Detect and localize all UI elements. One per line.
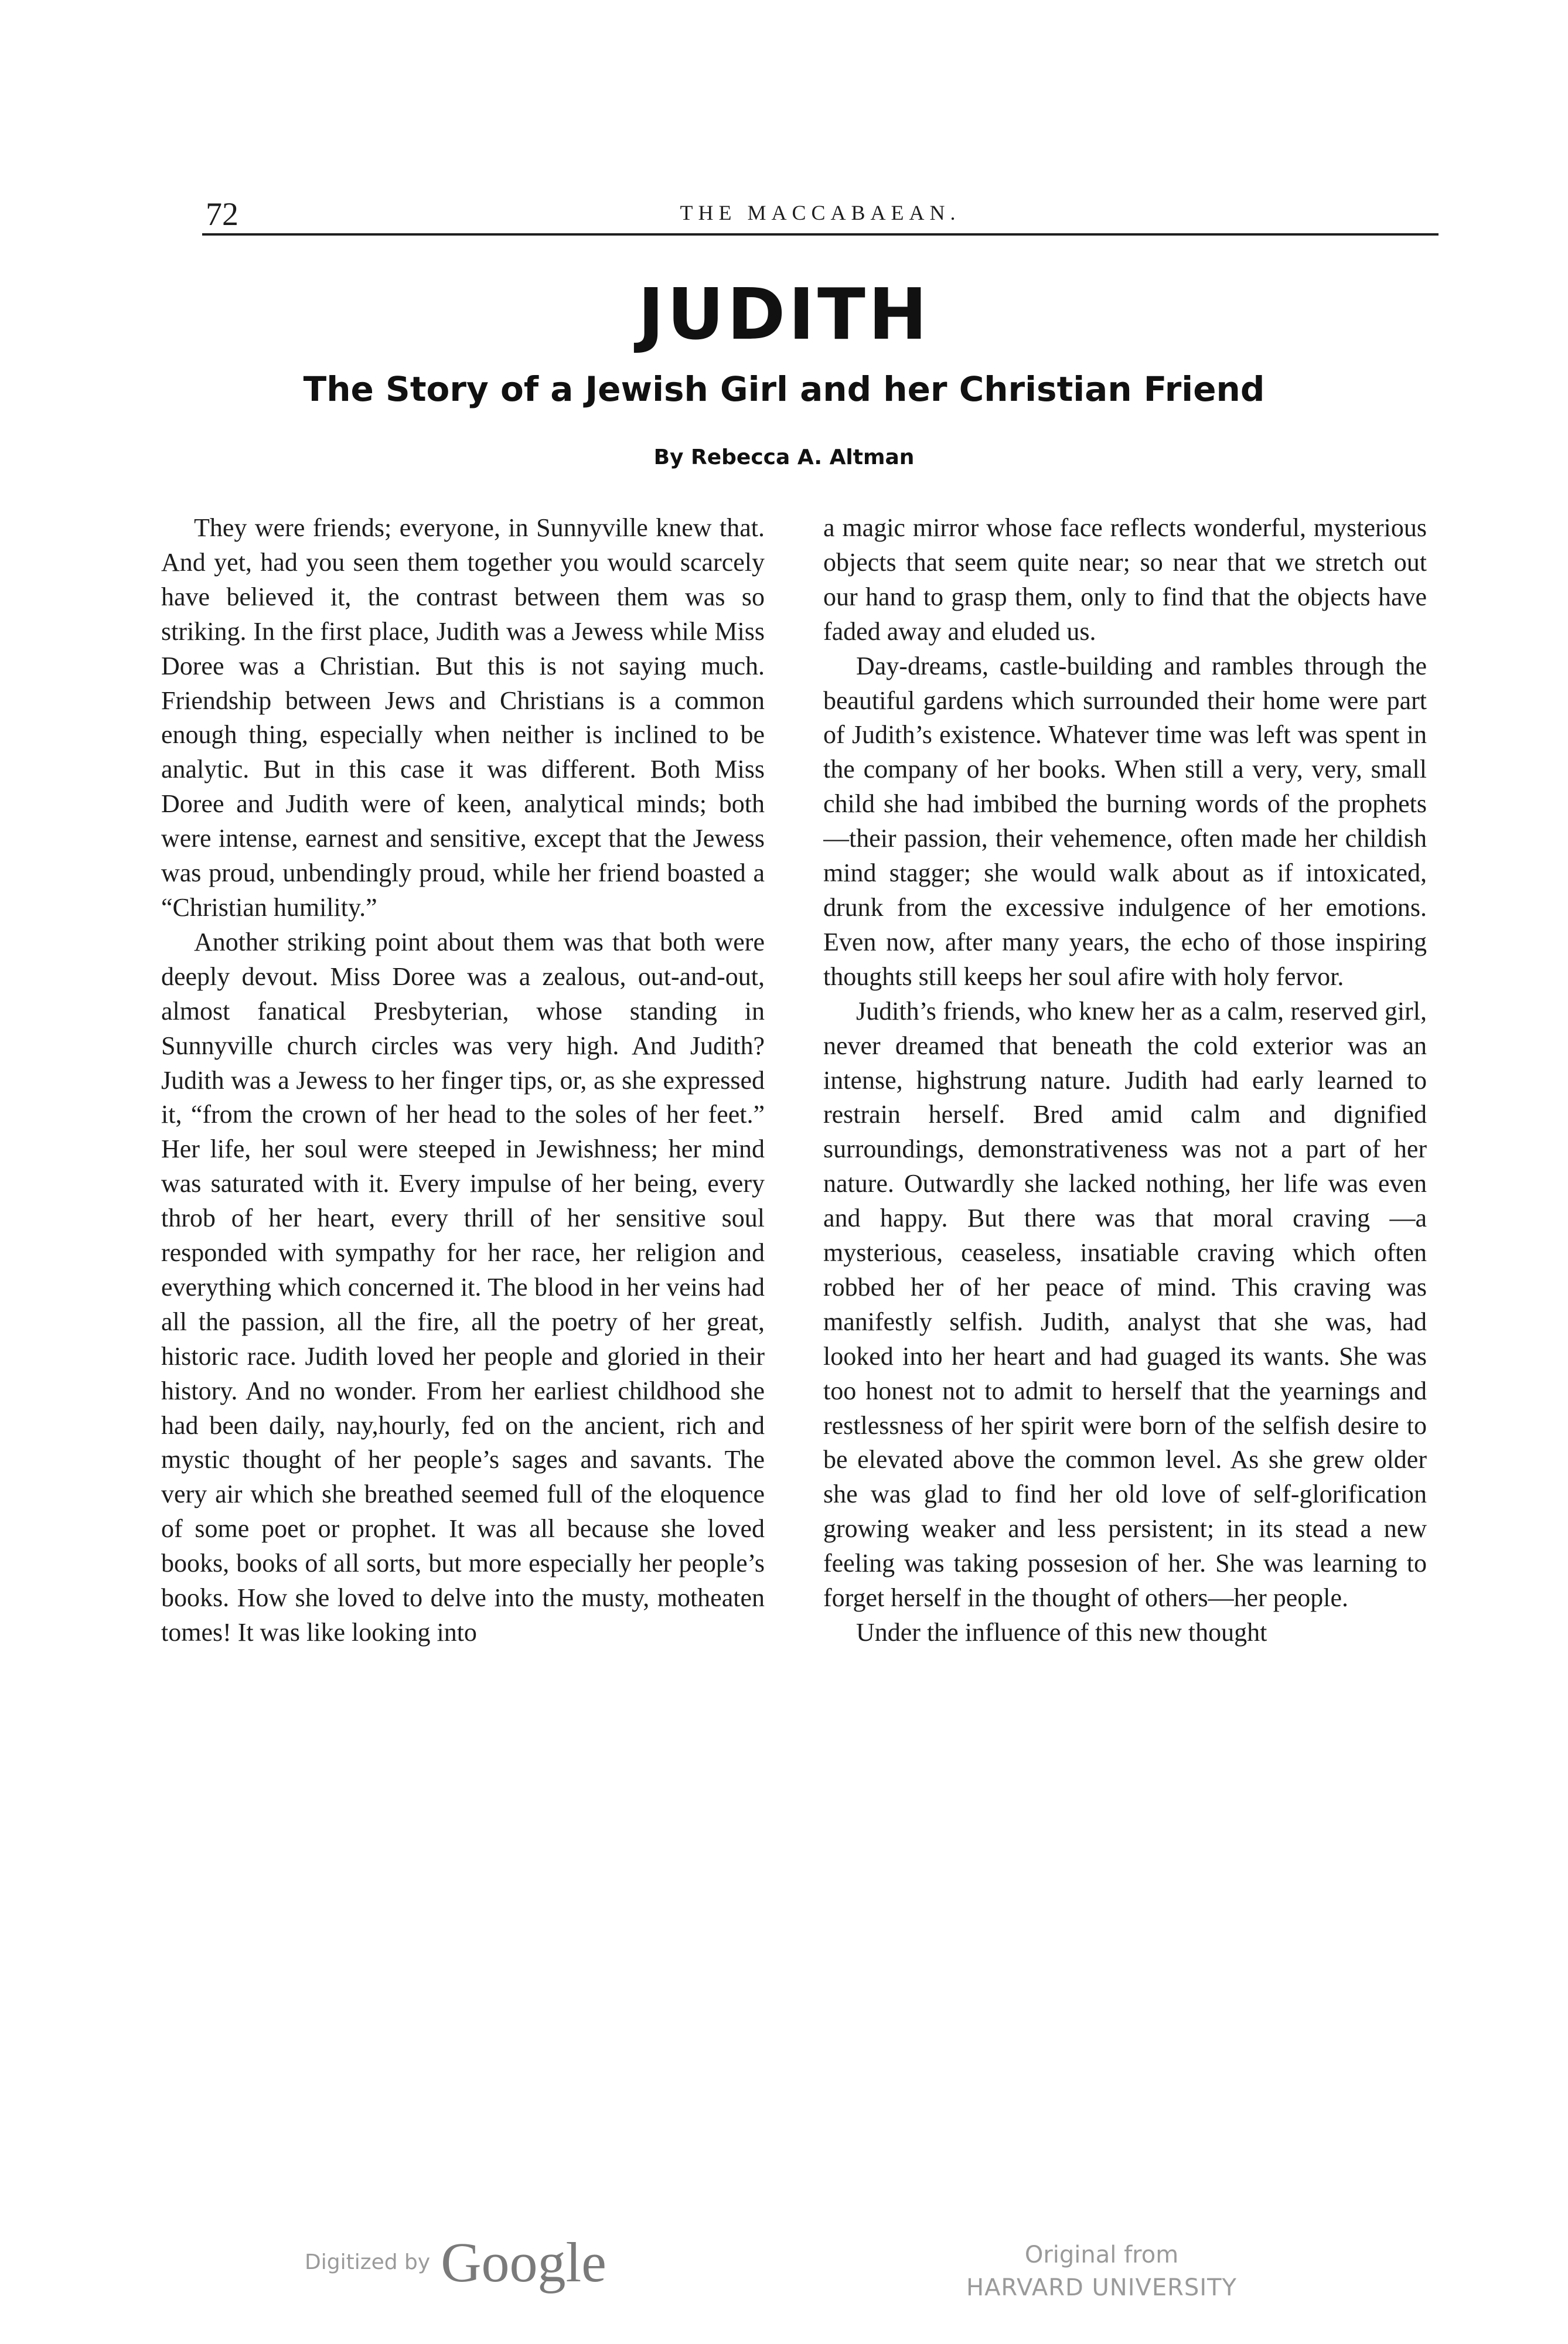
paragraph-continued: a magic mirror whose face reflects wonderful, mysterious objects that seem quite near; so near that we stretch out our hand to grasp them, only to find that the objects have faded away and eluded us.	[823, 513, 1427, 646]
running-head: THE MACCABAEAN.	[680, 201, 961, 224]
institution-name: HARVARD UNIVERSITY	[966, 2274, 1237, 2301]
google-logo: Google	[441, 2230, 606, 2294]
original-from-label: Original from	[1024, 2241, 1179, 2268]
article-title: JUDITH	[638, 274, 930, 356]
right-column	[823, 511, 1427, 2058]
running-header	[202, 196, 1439, 236]
page-number: 72	[206, 196, 238, 233]
paragraph: Another striking point about them was that both were deeply devout. Miss Doree was a zealous, out-and-out, almost fanatical Presbyterian, whose standing in Sunnyville church circles was very high. And Judith? Judith was a Jewess to her finger tips, or, as she expressed it, “from the crown of her head to the soles of her feet.” Her life, her soul were steeped in Jewishness; her mind was saturated with it. Every impulse of her being, every throb of her heart, every thrill of her sensitive soul responded with sympathy for her race, her religion and everything which concerned it. The blood in her veins had all the passion, all the fire, all the poetry of her great, historic race. Judith loved her people and gloried in their history. And no wonder. From her earliest childhood she had been daily, nay,hourly, fed on the ancient, rich and mystic thought of her people’s sages and savants. The very air which she breathed seemed full of the eloquence of some poet or prophet. It was all because she loved books, books of all sorts, but more especially her people’s books. How she loved to delve into the musty, motheaten tomes! It was like looking into	[161, 927, 765, 1647]
paragraph: Judith’s friends, who knew her as a calm, reserved girl, never dreamed that beneath the cold exterior was an intense, highstrung nature. Judith had early learned to restrain herself. Bred amid calm and dignified surroundings, demonstrativeness was not a part of her nature. Outwardly she lacked nothing, her life was even and happy. But there was that moral craving —a mysterious, ceaseless, insatiable craving which often robbed her of her peace of mind. This craving was manifestly selfish. Judith, analyst that she was, had looked into her heart and had guaged its wants. She was too honest not to admit to herself that the yearnings and restlessness of her spirit were born of the selfish desire to be elevated above the common level. As she grew older she was glad to find her old love of self-glorification growing weaker and less persistent; in its stead a new feeling was taking possesion of her. She was learning to forget herself in the thought of others—her people.	[823, 996, 1427, 1613]
paragraph: Under the influence of this new thought	[856, 1618, 1267, 1647]
article-subtitle: The Story of a Jewish Girl and her Christian Friend	[303, 369, 1265, 409]
digitized-by-watermark	[305, 2230, 606, 2294]
article-byline: By Rebecca A. Altman	[653, 445, 915, 469]
paragraph: They were friends; everyone, in Sunnyville knew that. And yet, had you seen them together you would scarcely have believed it, the contrast between them was so striking. In the first place, Judith was a Jewess while Miss Doree was a Christian. But this is not saying much. Friendship between Jews and Christians is a common enough thing, especially when neither is inclined to be analytic. But in this case it was different. Both Miss Doree and Judith were of keen, analytical minds; both were intense, earnest and sensitive, except that the Jewess was proud, unbendingly proud, while her friend boasted a “Christian humility.”	[161, 513, 765, 922]
paragraph: Day-dreams, castle-building and rambles through the beautiful gardens which surrounded their home were part of Judith’s existence. Whatever time was left was spent in the company of her books. When still a very, very, small child she had imbibed the burning words of the prophets—their passion, their vehemence, often made her childish mind stagger; she would walk about as if intoxicated, drunk from the excessive indulgence of her emotions. Even now, after many years, the echo of those inspiring thoughts still keeps her soul afire with holy fervor.	[823, 651, 1427, 991]
left-column	[161, 511, 765, 2058]
original-source-watermark	[949, 2239, 1254, 2304]
digitized-by-label: Digitized by	[305, 2250, 431, 2274]
